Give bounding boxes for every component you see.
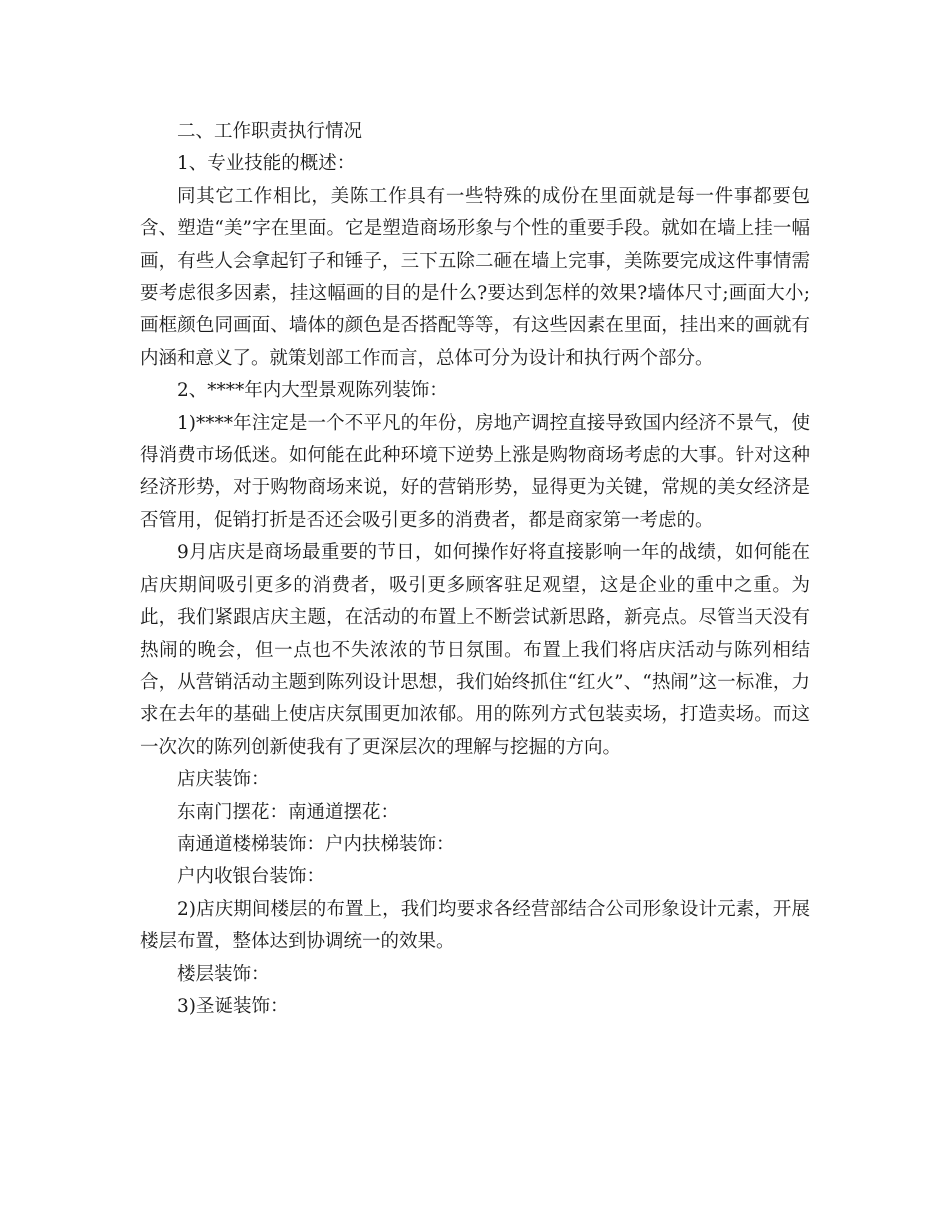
list-label: 3)圣诞装饰：: [177, 995, 289, 1017]
subsection-heading: 2、****年内大型景观陈列装饰：: [177, 380, 448, 402]
subsection-heading: 1、专业技能的概述：: [177, 153, 356, 175]
document-body: [140, 116, 810, 1023]
section-heading: 二、工作职责执行情况: [177, 121, 363, 142]
list-label: 南通道楼梯装饰：户内扶梯装饰：: [177, 833, 455, 855]
list-label: 楼层装饰：: [177, 963, 270, 985]
list-label: 东南门摆花：南通道摆花：: [177, 801, 400, 823]
body-paragraph: 9月店庆是商场最重要的节日，如何操作好将直接影响一年的战绩，如何能在店庆期间吸引更多的消费者，吸引更多顾客驻足观望，这是企业的重中之重。为此，我们紧跟店庆主题，在活动的布置上不断尝试新思路，新亮点。尽管当天没有热闹的晚会，但一点也不失浓浓的节日氛围。布置上我们将店庆活动与陈列相结合，从营销活动主题到陈列设计思想，我们始终抓住“红火”、“热闹”这一标准，力求在去年的基础上使店庆氛围更加浓郁。用的陈列方式包装卖场，打造卖场。而这一次次的陈列创新使我有了更深层次的理解与挖掘的方向。: [140, 542, 810, 758]
body-paragraph: 同其它工作相比，美陈工作具有一些特殊的成份在里面就是每一件事都要包含、塑造“美”字在里面。它是塑造商场形象与个性的重要手段。就如在墙上挂一幅画，有些人会拿起钉子和锤子，三下五除二砸在墙上完事，美陈要完成这件事情需要考虑很多因素，挂这幅画的目的是什么?要达到怎样的效果?墙体尺寸;画面大小;画框颜色同画面、墙体的颜色是否搭配等等，有这些因素在里面，挂出来的画就有内涵和意义了。就策划部工作而言，总体可分为设计和执行两个部分。: [140, 185, 810, 369]
list-label: 店庆装饰：: [177, 769, 270, 791]
list-label: 户内收银台装饰：: [177, 866, 326, 888]
body-paragraph: 1)****年注定是一个不平凡的年份，房地产调控直接导致国内经济不景气，使得消费市场低迷。如何能在此种环境下逆势上涨是购物商场考虑的大事。针对这种经济形势，对于购物商场来说，好的营销形势，显得更为关键，常规的美女经济是否管用，促销打折是否还会吸引更多的消费者，都是商家第一考虑的。: [140, 412, 810, 531]
body-paragraph: 2)店庆期间楼层的布置上，我们均要求各经营部结合公司形象设计元素，开展楼层布置，整体达到协调统一的效果。: [140, 898, 810, 953]
